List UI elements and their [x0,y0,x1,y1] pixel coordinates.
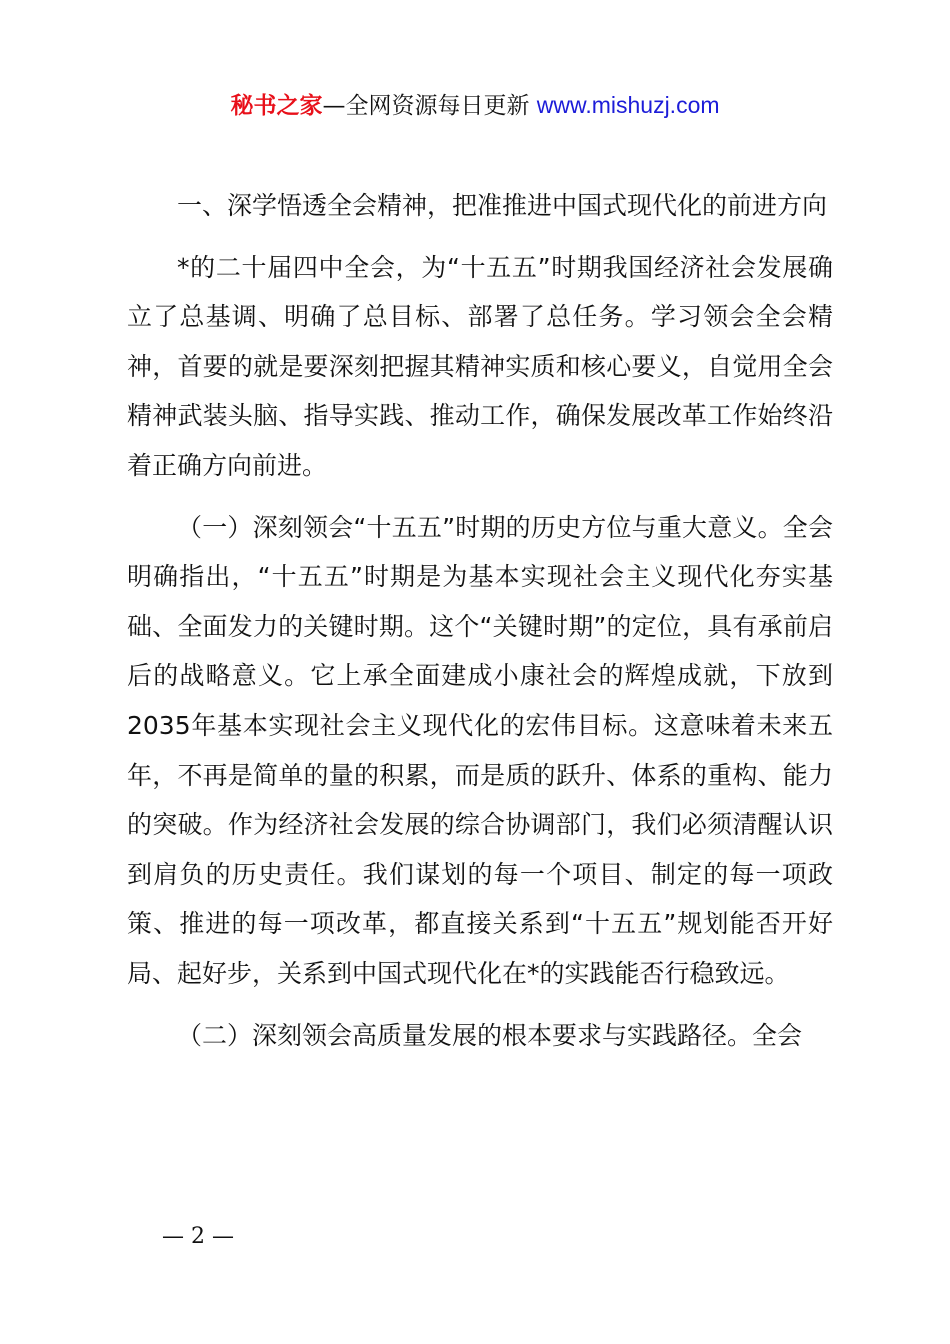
brand-name: 秘书之家 [230,93,323,119]
site-header [0,88,950,123]
page-number: — 2 — [162,1224,234,1249]
paragraph-intro: *的二十届四中全会，为“十五五”时期我国经济社会发展确立了总基调、明确了总目标、部署了总任务。学习领会全会精神，首要的就是要深刻把握其精神实质和核心要义，自觉用全会精神武装头脑、指导实践、推动工作，确保发展改革工作始终沿着正确方向前进。 [127,252,833,480]
paragraph-section-one: （一）深刻领会“十五五”时期的历史方位与重大意义。全会明确指出，“十五五”时期是为基本实现社会主义现代化夯实基础、全面发力的关键时期。这个“关键时期”的定位，具有承前启后的战略意义。它上承全面建成小康社会的辉煌成就，下放到2035年基本实现社会主义现代化的宏伟目标。这意味着未来五年，不再是简单的量的积累，而是质的跃升、体系的重构、能力的突破。作为经济社会发展的综合协调部门，我们必须清醒认识到肩负的历史责任。我们谋划的每一个项目、制定的每一项政策、推进的每一项改革，都直接关系到“十五五”规划能否开好局、起好步，关系到中国式现代化在*的实践能否行稳致远。 [127,512,833,988]
section-heading: 一、深学悟透全会精神，把准推进中国式现代化的前进方向 [177,191,828,220]
document-body [127,181,833,1060]
paragraph-section-two: （二）深刻领会高质量发展的根本要求与实践路径。全会 [177,1020,803,1050]
header-tagline: —全网资源每日更新 [322,93,537,119]
site-url-link[interactable]: www.mishuzj.com [536,92,720,118]
